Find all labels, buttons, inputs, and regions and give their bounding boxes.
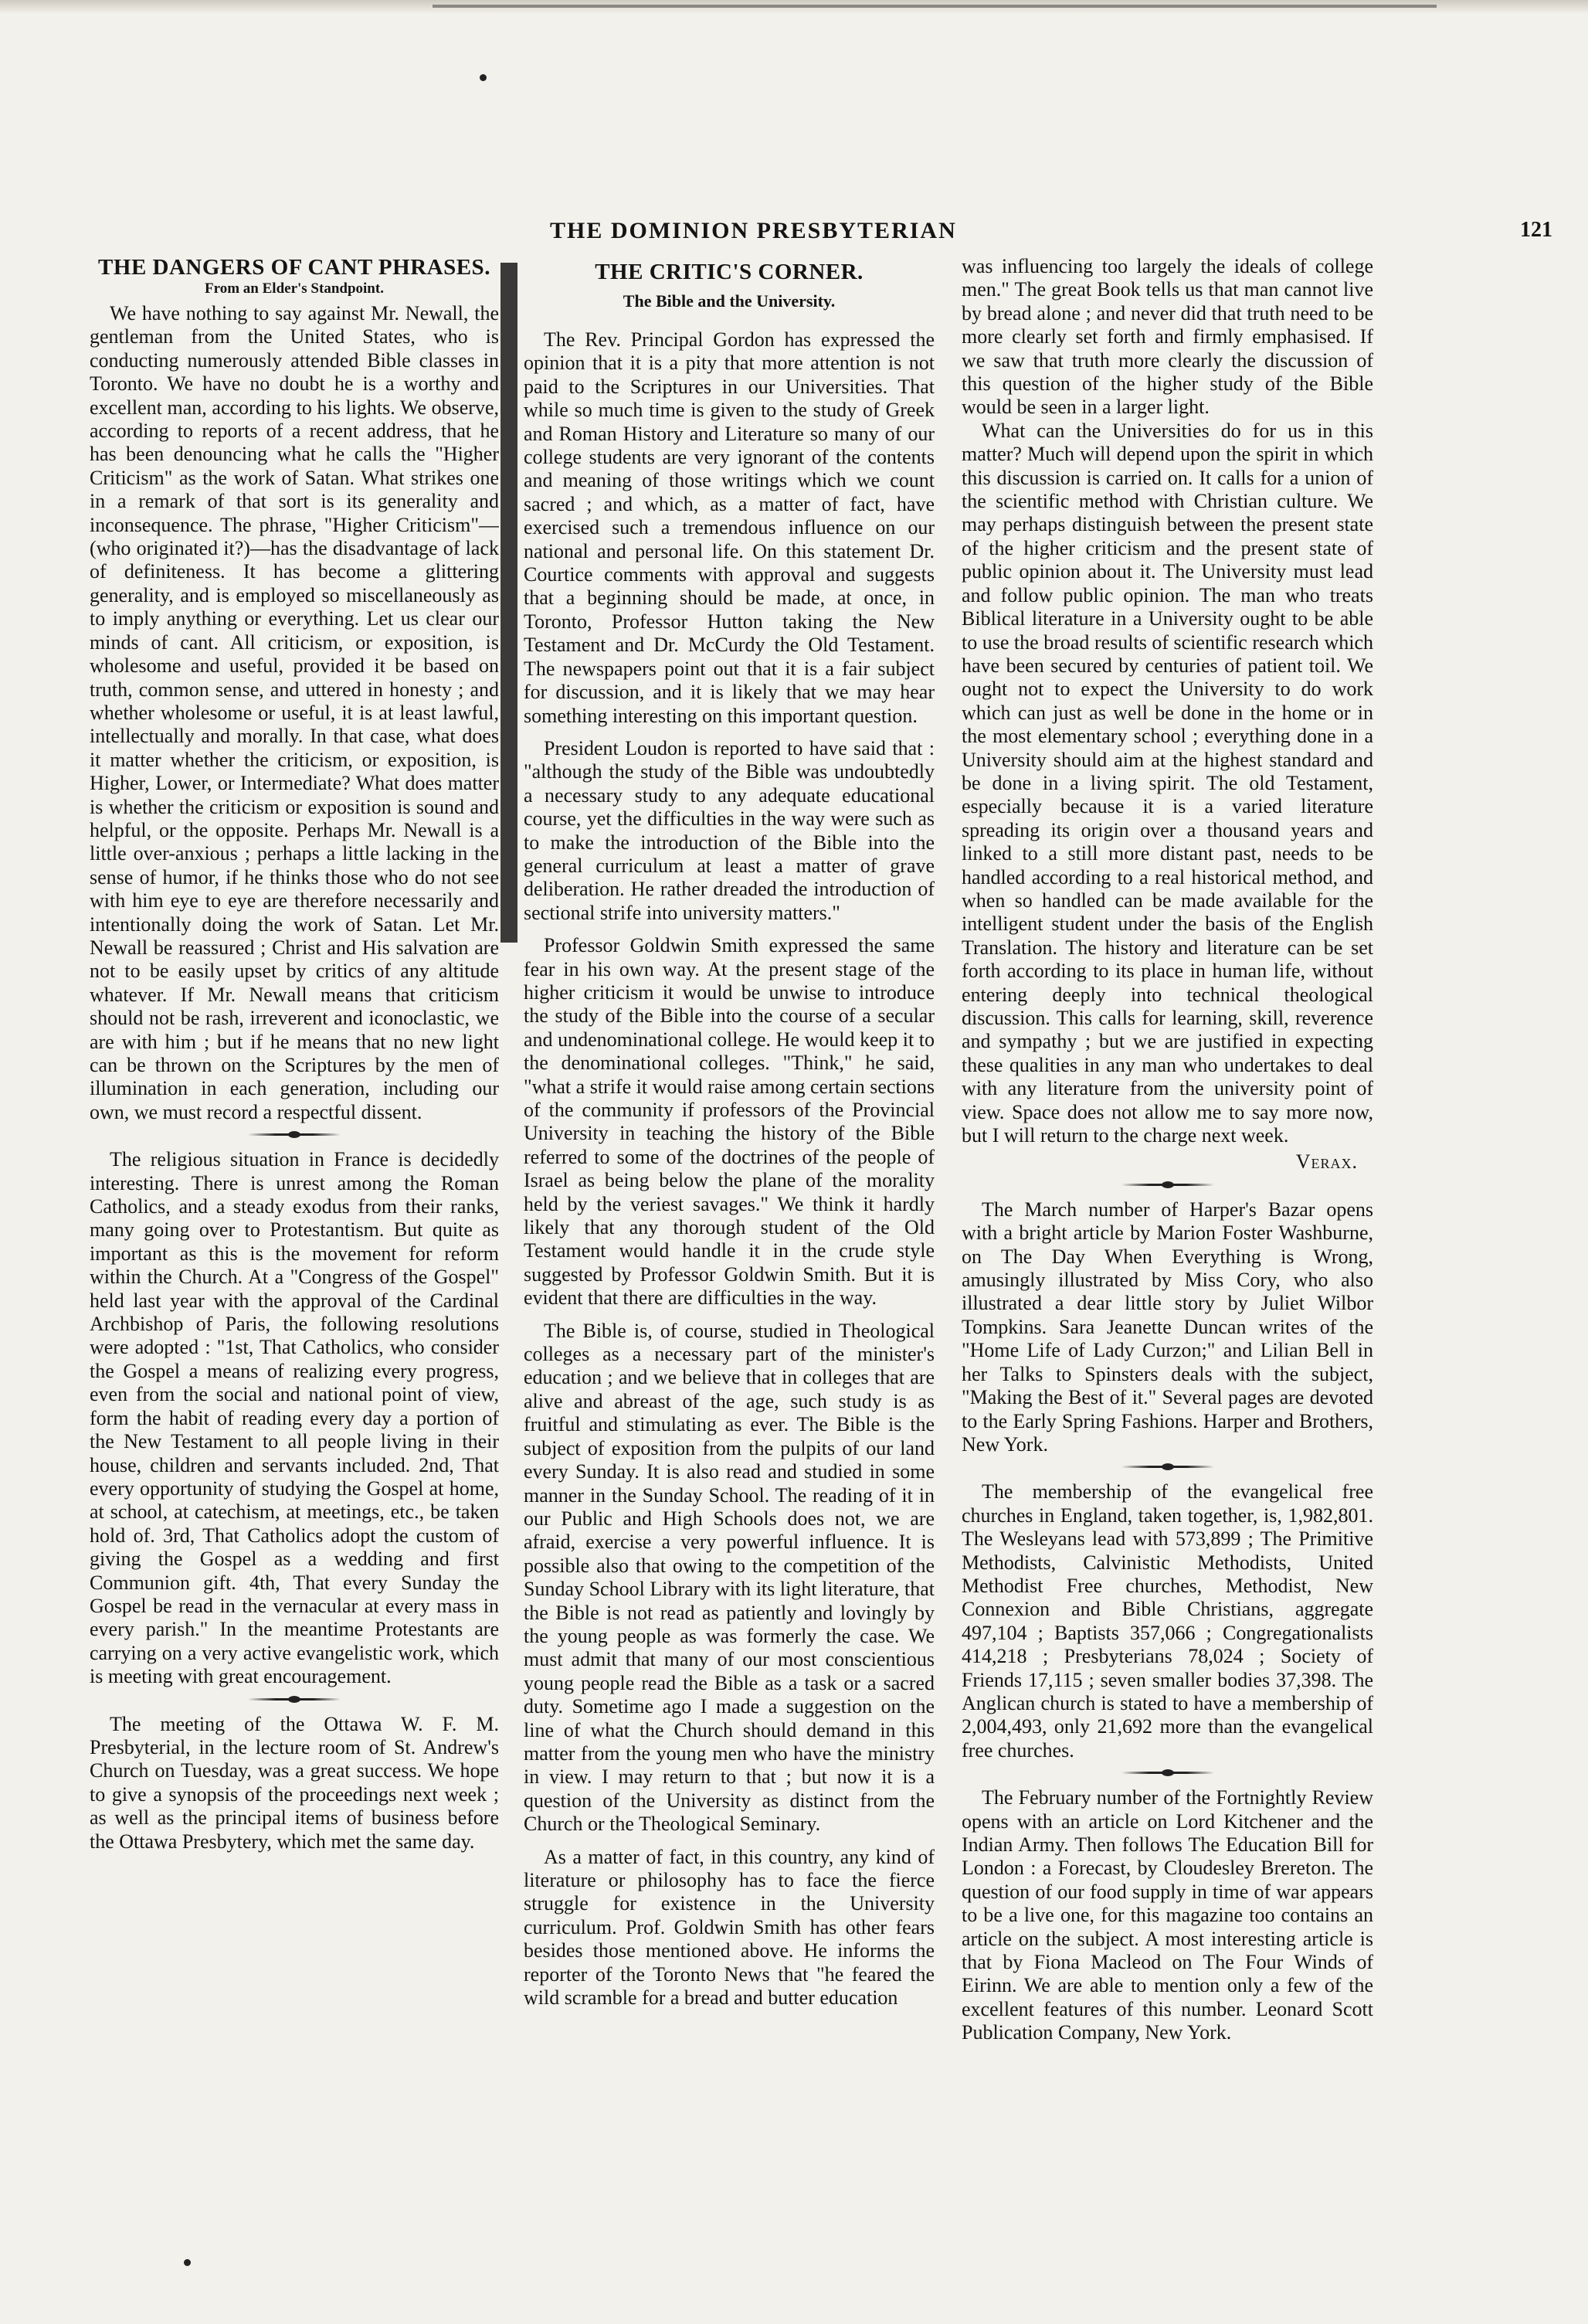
section-divider	[1121, 1184, 1214, 1186]
article-paragraph: The religious situation in France is decidedly interesting. There is unrest among the Roman Catholics, and a steady exodus from their ranks, many going over to Protestantism. But quite as important as this is the movement for reform within the Church. At a "Congress of the Gospel" held last year with the approval of the Cardinal Archbishop of Paris, the following resolutions were adopted : "1st, That Catholics, who consider the Gospel a means of realizing every progress, even from the social and national point of view, form the habit of reading every day a portion of the New Testament to all people living in their house, children and servants included. 2nd, That every opportunity of studying the Gospel at home, at school, at catechism, at meetings, etc., be taken hold of. 3rd, That Catholics adopt the custom of giving the Gospel as a wedding and first Communion gift. 4th, That every Sunday the Gospel be read in the vernacular at every mass in every parish." In the meantime Protestants are carrying on a very active evangelistic work, which is meeting with great encouragement.	[90, 1148, 499, 1688]
section-divider	[248, 1133, 341, 1136]
article-paragraph: Professor Goldwin Smith expressed the same fear in his own way. At the present stage of the higher criticism it would be unwise to introduce the study of the Bible into the course of a secular and undenominational college. He would keep it to the denominational colleges. "Think," he said, "what a strife it would raise among certain sections of the community if professors of the Provincial University in teaching the history of the Bible referred to some of the doctrines of the people of Israel as being below the plane of the morality held by the veriest savages." We think it hardly likely that any thorough student of the Old Testament would handle it in the crude style suggested by Professor Goldwin Smith. But it is evident that there are difficulties in the way.	[524, 934, 935, 1310]
section-divider	[1121, 1466, 1214, 1468]
column-left	[90, 255, 499, 2233]
article-paragraph: As a matter of fact, in this country, any kind of literature or philosophy has to face the fierce struggle for existence in the University curriculum. Prof. Goldwin Smith has other fears besides those mentioned above. He informs the reporter of the Toronto News that "he feared the wild scramble for a bread and butter education	[524, 1845, 935, 2010]
article-paragraph: The Bible is, of course, studied in Theological colleges as a necessary part of the minister's education ; and we believe that in colleges that are alive and abreast of the age, such study is as fruitful and stimulating as ever. The Bible is the subject of exposition from the pulpits of our land every Sunday. It is also read and studied in some manner in the Sunday School. The reading of it in our Public and High Schools does not, we are afraid, exercise a very powerful influence. It is possible also that owing to the competition of the Sunday School Library with its light literature, that the Bible is not read as patiently and lovingly by the young people as was formerly the case. We must admit that many of our most conscientious young people read the Bible as a task or a sacred duty. Sometime ago I made a suggestion on the line of what the Church should demand in this matter from the young men who have the ministry in view. I may return to that ; but now it is a question of the University as distinct from the Church or the Theological Seminary.	[524, 1319, 935, 1836]
column-middle	[524, 260, 935, 2237]
article-paragraph: The meeting of the Ottawa W. F. M. Presbyterial, in the lecture room of St. Andrew's Church on Tuesday, was a great success. We hope to give a synopsis of the proceedings next week ; as well as the principal items of business before the Ottawa Presbytery, which met the same day.	[90, 1712, 499, 1853]
article-paragraph: The March number of Harper's Bazar opens with a bright article by Marion Foster Washburne, on The Day When Everything is Wrong, amusingly illustrated by Miss Cory, who also illustrated a dear little story by Juliet Wilbor Tompkins. Sara Jeanette Duncan writes of the "Home Life of Lady Curzon;" and Lilian Bell in her Talks to Spinsters deals with the subject, "Making the Best of it." Several pages are devoted to the Early Spring Fashions. Harper and Brothers, New York.	[962, 1198, 1373, 1456]
article-title: THE CRITIC'S CORNER.	[595, 260, 864, 284]
article-paragraph: The membership of the evangelical free churches in England, taken together, is, 1,982,801. The Wesleyans lead with 573,899 ; The Primitive Methodists, Calvinistic Methodists, United Methodist Free churches, Methodist, New Connexion and Bible Christians, aggregate 497,104 ; Baptists 357,066 ; Congregationalists 414,218 ; Presbyterians 78,024 ; Society of Friends 17,115 ; seven smaller bodies 37,398. The Anglican church is stated to have a membership of 2,004,493, only 21,692 more than the evangelical free churches.	[962, 1480, 1373, 1762]
article-paragraph: The February number of the Fortnightly Review opens with an article on Lord Kitchener and the Indian Army. Then follows The Education Bill for London : a Forecast, by Cloudesley Brereton. The question of our food supply in time of war appears to be a live one, for this magazine too contains an article on the subject. A most interesting article is that by Fiona Macleod on The Four Winds of Eirinn. We are able to mention only a few of the excellent features of this number. Leonard Scott Publication Company, New York.	[962, 1786, 1373, 2044]
page-number: 121	[1520, 218, 1552, 242]
top-rule	[433, 5, 1437, 8]
running-title: THE DOMINION PRESBYTERIAN	[550, 218, 957, 243]
article-paragraph: What can the Universities do for us in this matter? Much will depend upon the spirit in which this discussion is carried on. It calls for a union of the scientific method with Christian culture. We may perhaps distinguish between the present state of the higher criticism and the present state of public opinion about it. The University must lead and follow public opinion. The man who treats Biblical literature in a University ought to be able to use the broad results of scientific research which have been secured by centuries of patient toil. We ought not to expect the University to do work which can just as well be done in the home or in the most elementary school ; everything done in a University should aim at the highest standard and be done in a living spirit. The old Testament, especially because it is a varied literature spreading its origin over a thousand years and linked to a still more distant past, needs to be handled according to a real historical method, and when so handled can be made available for the intelligent student under the basis of the English Translation. The history and literature can be set forth according to its place in human life, without entering deeply into technical theological discussion. This calls for learning, skill, reverence and sympathy ; but we are justified in expecting these qualities in any man who undertakes to deal with any literature from the university point of view. Space does not allow me to say more now, but I will return to the charge next week.	[962, 419, 1373, 1147]
article-paragraph: The Rev. Principal Gordon has expressed the opinion that it is a pity that more attention is not paid to the Scriptures in our Universities. That while so much time is given to the study of Greek and Roman History and Literature so many of our college students are very ignorant of the contents and meaning of those writings which we count sacred ; and which, as a matter of fact, have exercised such a tremendous influence on our national and personal life. On this statement Dr. Courtice comments with approval and suggests that a beginning should be made, at once, in Toronto, Professor Hutton taking the New Testament and Dr. McCurdy the Old Testament. The newspapers point out that it is a fair subject for discussion, and it is likely that we may hear something interesting on this important question.	[524, 328, 935, 727]
article-subtitle: From an Elder's Standpoint.	[205, 280, 384, 297]
article-paragraph: was influencing too largely the ideals of college men." The great Book tells us that man cannot live by bread alone ; and never did that truth need to be more clearly set forth and firmly emphasised. If we saw that truth more clearly the discussion of this question of the higher study of the Bible would be seen in a larger light.	[962, 255, 1373, 419]
page-header	[541, 218, 1552, 249]
ink-spot	[480, 74, 487, 81]
author-signature: Verax.	[1295, 1150, 1358, 1174]
article-paragraph: We have nothing to say against Mr. Newall, the gentleman from the United States, who is conducting numerously attended Bible classes in Toronto. We have no doubt he is a worthy and excellent man, according to his lights. We observe, according to reports of a recent address, that he has been denouncing what he calls the "Higher Criticism" as the work of Satan. What strikes one in a remark of that sort is its generality and inconsequence. The phrase, "Higher Criticism"—(who originated it?)—has the disadvantage of lack of definiteness. It has become a glittering generality, and is employed so miscellaneously as to imply anything or everything. Let us clear our minds of cant. All criticism, or exposition, is wholesome and useful, provided it be based on truth, common sense, and uttered in honesty ; and whether wholesome or useful, it is at least lawful, intellectually and morally. In that case, what does it matter whether the criticism, or exposition, is Higher, Lower, or Intermediate? What does matter is whether the criticism or exposition is sound and helpful, or the opposite. Perhaps Mr. Newall is a little over-anxious ; perhaps a little lacking in the sense of humor, if he thinks those who do not see with him eye to eye are therefore necessarily and intentionally doing the work of Satan. Let Mr. Newall be reassured ; Christ and His salvation are not to be easily upset by critics of any altitude whatever. If Mr. Newall means that criticism should not be rash, irreverent and iconoclastic, we are with him ; but if he means that no new light can be thrown on the Scriptures by the men of illumination in each generation, including our own, we must record a respectful dissent.	[90, 302, 499, 1123]
article-title: THE DANGERS OF CANT PHRASES.	[98, 255, 490, 280]
binding-shadow	[500, 263, 517, 943]
ink-spot	[184, 2259, 191, 2266]
section-divider	[248, 1698, 341, 1701]
article-subtitle: The Bible and the University.	[623, 291, 836, 311]
article-paragraph: President Loudon is reported to have said that : "although the study of the Bible was undoubtedly a necessary study to any adequate educational course, yet the difficulties in the way were such as to make the introduction of the Bible into the general curriculum at least a matter of grave deliberation. He rather dreaded the introduction of sectional strife into university matters."	[524, 736, 935, 924]
section-divider	[1121, 1772, 1214, 1774]
column-right	[962, 255, 1373, 2233]
